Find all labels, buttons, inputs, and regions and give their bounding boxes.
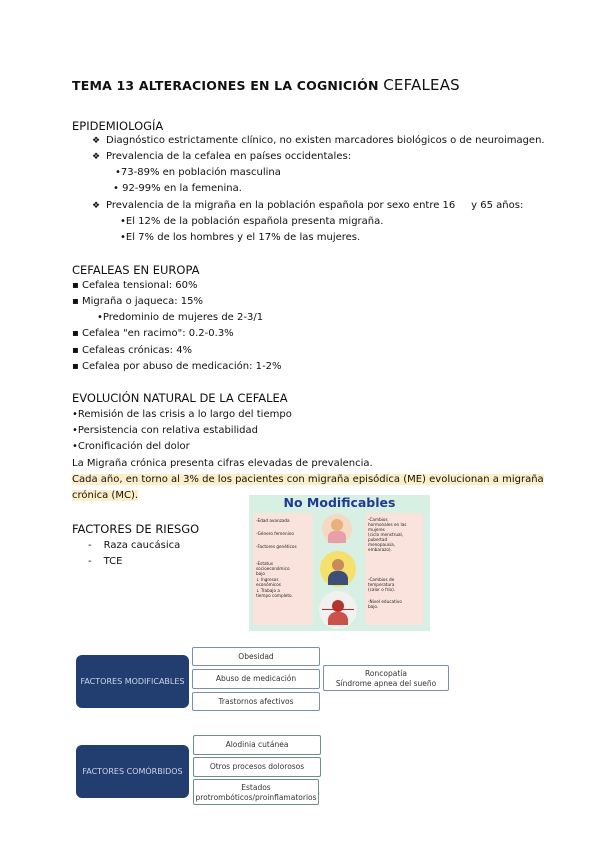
evolucion-highlight-line-1: Cada año, en torno al 3% de los pacientes con migraña episódica (ME) evolucionan a migraña <box>72 474 544 485</box>
epi-sub-2b: • 92-99% en la femenina. <box>113 183 242 194</box>
no-modificables-infographic <box>249 495 430 631</box>
title-cefaleas: CEFALEAS <box>383 76 460 94</box>
evolucion-paragraph: La Migraña crónica presenta cifras elevadas de prevalencia. <box>72 458 373 469</box>
evolucion-item-1: •Remisión de las crisis a lo largo del tiempo <box>72 409 292 420</box>
factores-comorbidos-label: FACTORES COMÓRBIDOS <box>76 745 189 798</box>
info-left-1: -Género femenino <box>256 531 294 536</box>
info-left-0: -Edad avanzada <box>256 518 290 523</box>
diamond-bullet-icon: ❖ <box>92 201 101 211</box>
epi-bullet-3: ❖ Prevalencia de la migraña en la población española por sexo entre 16 y 65 años: <box>92 200 524 211</box>
woman-headache-illustration-icon <box>322 514 352 544</box>
epi-bullet-1: ❖ Diagnóstico estrictamente clínico, no existen marcadores biológicos o de neuroimagen. <box>92 135 545 146</box>
riesgo-item-1: - Raza caucásica <box>88 540 181 551</box>
girl-headache-illustration-icon <box>319 591 357 629</box>
heading-europa: CEFALEAS EN EUROPA <box>72 263 200 277</box>
protromboticos-text: protrombóticos/proinflamatorios <box>195 793 317 802</box>
diamond-bullet-icon: ❖ <box>92 152 101 162</box>
man-headache-illustration-icon <box>320 551 356 587</box>
modificable-roncopatia-box <box>323 665 449 691</box>
info-right-11: bajo. <box>368 604 379 609</box>
page-title <box>72 76 460 94</box>
europa-sub-2a: •Predominio de mujeres de 2-3/1 <box>97 312 264 323</box>
modificable-obesidad: Obesidad <box>192 647 320 666</box>
info-right-10: -Nivel educativo <box>368 599 402 604</box>
evolucion-item-2: •Persistencia con relativa estabilidad <box>72 425 258 436</box>
title-main: TEMA 13 ALTERACIONES EN LA COGNICIÓN <box>72 78 379 93</box>
epi-sub-2a: •73-89% en población masculina <box>115 167 281 178</box>
factores-modificables-label: FACTORES MODIFICABLES <box>76 655 189 708</box>
heading-evolucion: EVOLUCIÓN NATURAL DE LA CEFALEA <box>72 391 288 405</box>
info-right-9: (calor o frío). <box>368 587 396 592</box>
comorbido-estados-box <box>193 779 319 805</box>
info-right-7: -Cambios de <box>368 577 395 582</box>
info-right-4: pubertad <box>368 537 388 542</box>
info-left-8: ↓ Trabajo a <box>256 588 280 593</box>
epi-sub-3b: •El 7% de los hombres y el 17% de las mujeres. <box>120 232 361 243</box>
apnea-sueno-text: Síndrome apnea del sueño <box>335 679 437 688</box>
info-right-1: hormonales en las <box>368 522 407 527</box>
epi-sub-3a: •El 12% de la población española presenta migraña. <box>120 216 384 227</box>
evolucion-highlight-line-2: crónica (MC). <box>72 490 139 501</box>
europa-item-2: ▪ Migraña o jaqueca: 15% <box>72 296 204 307</box>
modificable-trastornos-afectivos: Trastornos afectivos <box>192 692 320 711</box>
comorbido-otros-procesos: Otros procesos dolorosos <box>193 757 321 777</box>
info-right-0: -Cambios <box>368 517 388 522</box>
infographic-title: No Modificables <box>283 495 396 510</box>
info-left-4: socioeconómico <box>256 566 290 571</box>
info-right-2: mujeres <box>368 527 385 532</box>
heading-epidemiologia: EPIDEMIOLOGÍA <box>72 119 164 133</box>
info-right-5: menopausia, <box>368 542 395 547</box>
europa-item-1: ▪ Cefalea tensional: 60% <box>72 280 198 291</box>
info-left-2: -Factores genéticos <box>256 544 297 549</box>
info-left-5: bajo <box>256 571 265 576</box>
roncopatia-text: Roncopatía <box>365 669 407 678</box>
info-left-3: -Estatus <box>256 561 274 566</box>
info-left-7: económicos <box>256 582 281 587</box>
modificable-abuso-medicacion: Abuso de medicación <box>192 669 320 689</box>
europa-item-3: ▪ Cefalea "en racimo": 0.2-0.3% <box>72 328 234 339</box>
info-right-6: embarazo). <box>368 547 392 552</box>
epi-bullet-2: ❖ Prevalencia de la cefalea en países occidentales: <box>92 151 352 162</box>
comorbido-alodinia: Alodinia cutánea <box>193 735 321 755</box>
info-left-6: ↓ Ingresos <box>256 577 279 582</box>
estados-text: Estados <box>241 783 271 792</box>
info-left-9: tiempo completo. <box>256 593 293 598</box>
info-right-8: temperatura <box>368 582 395 587</box>
europa-item-5: ▪ Cefalea por abuso de medicación: 1-2% <box>72 361 282 372</box>
europa-item-4: ▪ Cefaleas crónicas: 4% <box>72 345 193 356</box>
heading-riesgo: FACTORES DE RIESGO <box>72 522 200 536</box>
riesgo-item-2: - TCE <box>88 556 123 567</box>
info-right-3: (ciclo menstrual, <box>368 532 404 537</box>
evolucion-item-3: •Cronificación del dolor <box>72 441 190 452</box>
diamond-bullet-icon: ❖ <box>92 136 101 146</box>
